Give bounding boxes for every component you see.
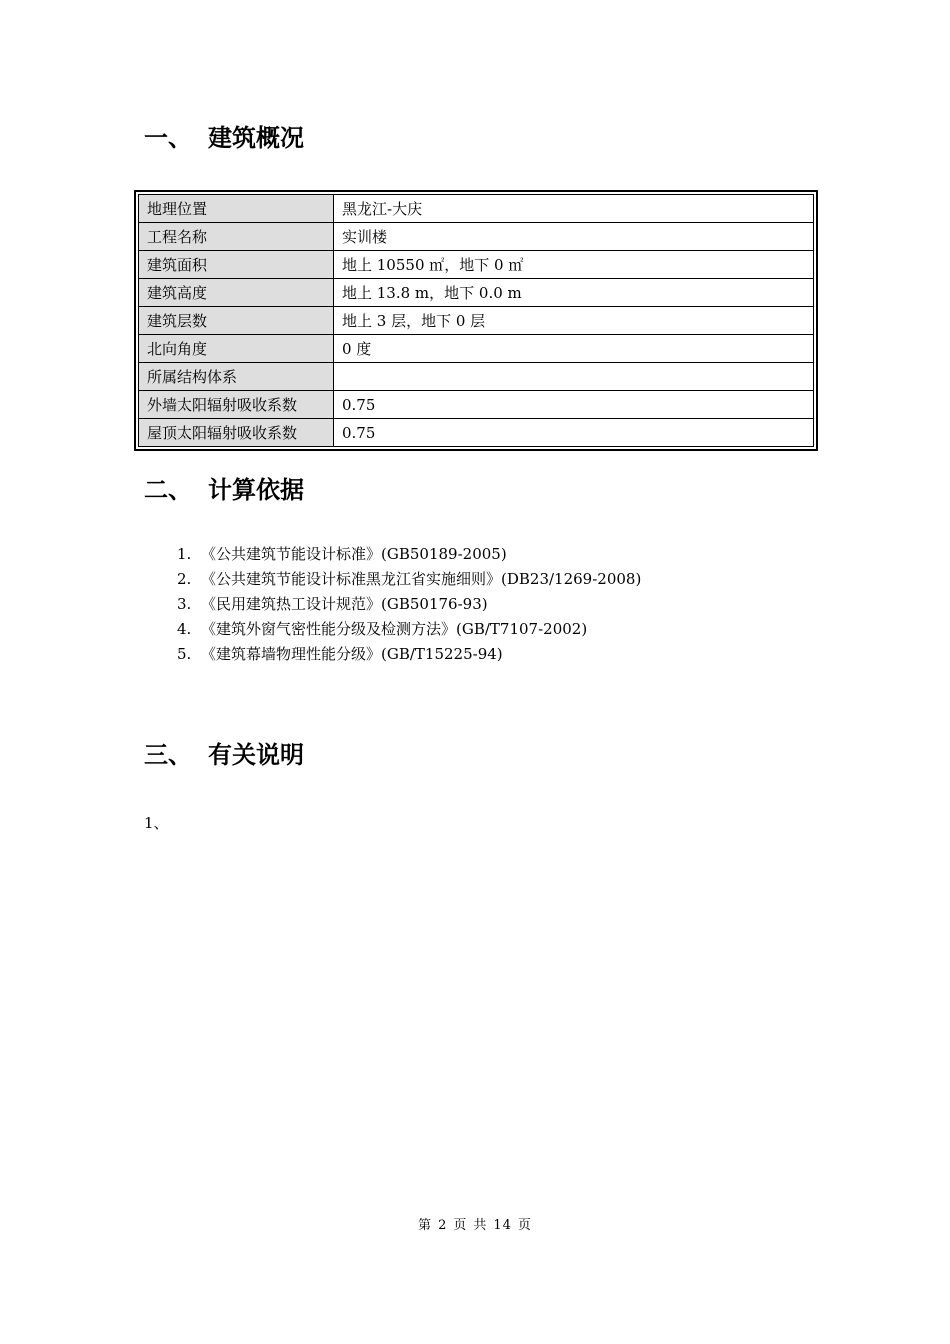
section-number: 三、	[144, 741, 192, 769]
section-number: 二、	[144, 476, 192, 504]
list-index: 5.	[177, 645, 192, 663]
row-value	[334, 363, 814, 391]
reference-text: 《民用建筑热工设计规范》(GB50176-93)	[201, 595, 488, 613]
page-number: 2	[438, 1218, 448, 1233]
section-number: 一、	[144, 124, 192, 152]
footer-page-unit: 页	[453, 1218, 468, 1233]
section-heading-basis	[144, 475, 304, 505]
row-value: 地上 10550 ㎡，地下 0 ㎡	[334, 251, 814, 279]
row-label: 建筑高度	[139, 279, 334, 307]
table-row	[139, 279, 814, 307]
row-label: 外墙太阳辐射吸收系数	[139, 391, 334, 419]
overview-table-grid	[138, 194, 814, 447]
list-index: 4.	[177, 620, 192, 638]
list-item	[177, 642, 641, 667]
table-row	[139, 251, 814, 279]
section-title: 计算依据	[208, 476, 304, 504]
row-value: 地上 13.8 m，地下 0.0 m	[334, 279, 814, 307]
table-row	[139, 335, 814, 363]
row-label: 工程名称	[139, 223, 334, 251]
reference-list	[177, 542, 641, 667]
page-footer	[0, 1216, 950, 1236]
list-item	[177, 542, 641, 567]
list-index: 2.	[177, 570, 192, 588]
table-row	[139, 223, 814, 251]
reference-text: 《建筑幕墙物理性能分级》(GB/T15225-94)	[201, 645, 503, 663]
table-row	[139, 195, 814, 223]
row-value: 黑龙江-大庆	[334, 195, 814, 223]
section-heading-notes	[144, 740, 304, 770]
table-row	[139, 363, 814, 391]
list-index: 3.	[177, 595, 192, 613]
list-item	[177, 592, 641, 617]
reference-text: 《公共建筑节能设计标准黑龙江省实施细则》(DB23/1269-2008)	[201, 570, 642, 588]
building-overview-table	[134, 190, 818, 451]
section-heading-overview	[144, 123, 304, 153]
row-value: 实训楼	[334, 223, 814, 251]
list-item	[177, 617, 641, 642]
row-value: 0.75	[334, 391, 814, 419]
row-value: 0 度	[334, 335, 814, 363]
row-value: 地上 3 层，地下 0 层	[334, 307, 814, 335]
section-title: 有关说明	[208, 741, 304, 769]
row-label: 建筑层数	[139, 307, 334, 335]
table-row	[139, 307, 814, 335]
row-value: 0.75	[334, 419, 814, 447]
table-row	[139, 419, 814, 447]
row-label: 屋顶太阳辐射吸收系数	[139, 419, 334, 447]
note-item: 1、	[144, 814, 169, 832]
footer-prefix: 第	[418, 1218, 433, 1233]
footer-total-unit: 页	[517, 1218, 532, 1233]
footer-total-prefix: 共	[473, 1218, 488, 1233]
list-index: 1.	[177, 545, 192, 563]
row-label: 地理位置	[139, 195, 334, 223]
row-label: 北向角度	[139, 335, 334, 363]
table-row	[139, 391, 814, 419]
row-label: 建筑面积	[139, 251, 334, 279]
reference-text: 《公共建筑节能设计标准》(GB50189-2005)	[201, 545, 507, 563]
reference-text: 《建筑外窗气密性能分级及检测方法》(GB/T7107-2002)	[201, 620, 588, 638]
section-title: 建筑概况	[208, 124, 304, 152]
row-label: 所属结构体系	[139, 363, 334, 391]
list-item	[177, 567, 641, 592]
total-pages: 14	[493, 1218, 512, 1233]
